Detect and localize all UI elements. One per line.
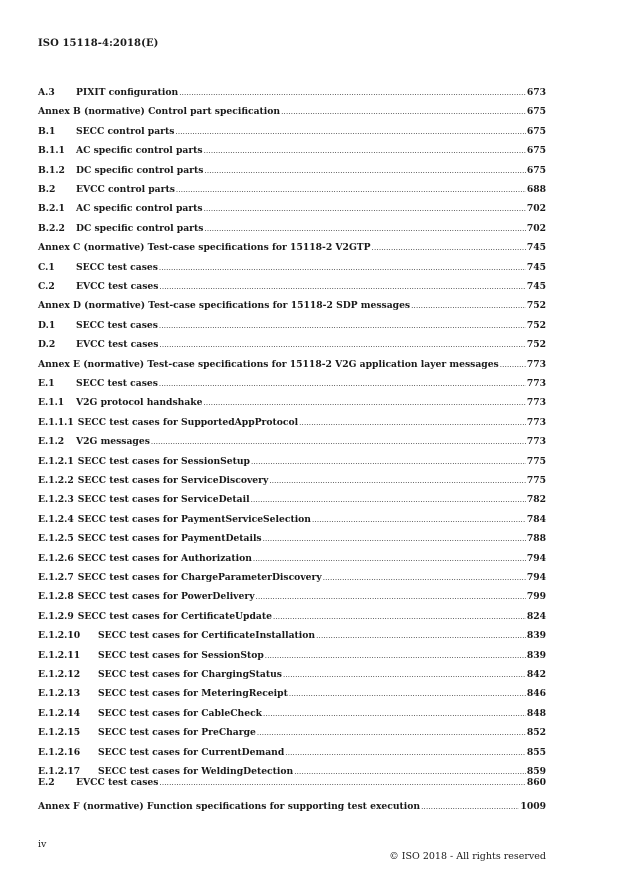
toc-entry-page: 788	[526, 533, 546, 545]
toc-entry-number: E.1.2.1	[38, 455, 74, 467]
toc-entry-number: E.1.2.5	[38, 533, 74, 545]
toc-entry-title: AC specific control parts	[76, 203, 203, 215]
page-number: iv	[38, 839, 47, 850]
toc-leader-dots	[204, 144, 526, 158]
toc-entry-title: Annex B (normative) Control part specification	[38, 106, 281, 118]
toc-entry-title: SECC control parts	[76, 125, 175, 137]
toc-leader-dots	[372, 241, 526, 255]
document-id-header: ISO 15118-4:2018(E)	[38, 38, 159, 49]
toc-leader-dots	[256, 590, 526, 604]
toc-entry-number: E.1.2.16	[38, 746, 81, 758]
toc-entry-number: B.1.1	[38, 145, 65, 157]
toc-entry-title: V2G messages	[76, 436, 150, 448]
toc-entry-page: 745	[526, 281, 546, 292]
toc-leader-dots	[299, 416, 526, 430]
toc-entry-title: EVCC test cases	[76, 281, 159, 292]
toc-entry-number: E.1.1	[38, 397, 65, 409]
toc-entry-title: SECC test cases for WeldingDetection	[98, 766, 294, 777]
toc-leader-dots	[251, 493, 526, 507]
toc-entry-title: SECC test cases for CertificateUpdate	[77, 610, 272, 622]
toc-entry-number: E.1.2.15	[38, 727, 81, 739]
toc-entry-number: E.1.1.1	[38, 416, 74, 428]
toc-entry-page: 752	[526, 339, 546, 351]
toc-entry-number: B.1	[38, 125, 56, 137]
toc-entry-page: 702	[526, 222, 546, 234]
toc-leader-dots	[204, 164, 525, 178]
toc-leader-dots	[411, 299, 526, 313]
toc-entry-number: E.1.2	[38, 436, 65, 448]
toc-entry[interactable]	[38, 455, 546, 469]
toc-entry-number: B.2	[38, 184, 56, 195]
toc-entry-title: SECC test cases for Authorization	[77, 552, 252, 564]
toc-entry-page: 702	[526, 203, 546, 215]
toc-entry-page: 773	[526, 416, 546, 428]
toc-entry-page: 794	[526, 572, 546, 583]
toc-entry-page: 842	[526, 669, 546, 680]
toc-entry-page: 675	[526, 106, 546, 118]
toc-entry-title: Annex F (normative) Function specifications for supporting test execution	[38, 801, 421, 812]
toc-entry-page: 745	[526, 242, 546, 254]
toc-entry-title: SECC test cases	[76, 378, 158, 389]
toc-leader-dots	[263, 532, 526, 546]
toc-entry-title: SECC test cases for CurrentDemand	[98, 746, 285, 758]
toc-entry-title: AC specific control parts	[76, 145, 203, 157]
toc-entry-number: E.1.2.17	[38, 766, 81, 777]
toc-entry[interactable]	[38, 202, 546, 216]
toc-entry[interactable]	[38, 222, 546, 236]
toc-entry[interactable]	[38, 358, 546, 372]
toc-entry[interactable]	[38, 261, 546, 275]
toc-leader-dots	[285, 746, 526, 760]
toc-entry-number: D.2	[38, 339, 56, 351]
toc-entry-title: SECC test cases	[76, 319, 158, 331]
toc-leader-dots	[159, 338, 525, 352]
toc-leader-dots	[159, 377, 526, 391]
toc-entry[interactable]	[38, 86, 546, 100]
toc-entry-title: Annex E (normative) Test-case specifications for 15118-2 V2G application layer messages	[38, 358, 499, 370]
toc-entry-title: SECC test cases for MeteringReceipt	[98, 688, 288, 700]
toc-entry[interactable]	[38, 610, 546, 624]
toc-entry[interactable]	[38, 493, 546, 507]
toc-entry[interactable]	[38, 241, 546, 255]
toc-entry-page: 852	[526, 727, 546, 739]
toc-entry[interactable]	[38, 474, 546, 488]
toc-entry[interactable]	[38, 746, 546, 760]
toc-entry-page: 775	[526, 455, 546, 467]
toc-leader-dots	[179, 86, 526, 100]
toc-entry-page: 824	[526, 610, 546, 622]
toc-entry-number: B.1.2	[38, 164, 65, 176]
toc-entry[interactable]	[38, 164, 546, 178]
toc-entry[interactable]	[38, 649, 546, 663]
toc-leader-dots	[421, 800, 519, 814]
toc-entry-title: SECC test cases for CableCheck	[98, 707, 263, 719]
toc-leader-dots	[204, 202, 526, 216]
toc-leader-dots	[316, 629, 526, 643]
toc-entry[interactable]	[38, 144, 546, 158]
toc-entry[interactable]	[38, 776, 546, 790]
toc-entry-number: E.1.2.11	[38, 649, 81, 661]
toc-entry[interactable]	[38, 800, 546, 814]
copyright-notice: © ISO 2018 - All rights reserved	[389, 851, 546, 862]
toc-entry-title: SECC test cases for ChargeParameterDiscovery	[77, 572, 322, 583]
toc-entry-page: 675	[526, 164, 546, 176]
toc-entry-title: SECC test cases for SessionStop	[98, 649, 264, 661]
toc-entry-number: E.1.2.7	[38, 572, 74, 583]
toc-entry-number: E.1.2.4	[38, 513, 74, 525]
toc-entry-title: EVCC control parts	[76, 184, 175, 195]
toc-entry-title: SECC test cases for PaymentDetails	[77, 533, 262, 545]
toc-leader-dots	[253, 552, 526, 566]
toc-entry-title: DC specific control parts	[76, 222, 204, 234]
toc-leader-dots	[159, 776, 525, 790]
toc-entry-number: E.1.2.8	[38, 591, 74, 603]
toc-entry[interactable]	[38, 183, 546, 197]
toc-entry[interactable]	[38, 396, 546, 410]
toc-entry-number: A.3	[38, 87, 55, 98]
toc-entry-title: Annex D (normative) Test-case specifications for 15118-2 SDP messages	[38, 300, 411, 312]
toc-entry-number: E.1.2.14	[38, 707, 81, 719]
toc-entry-page: 794	[526, 552, 546, 564]
toc-entry-title: SECC test cases for ChargingStatus	[98, 669, 282, 680]
toc-entry-number: C.2	[38, 281, 55, 292]
toc-entry[interactable]	[38, 338, 546, 352]
toc-entry-page: 773	[526, 358, 546, 370]
toc-leader-dots	[273, 610, 526, 624]
toc-entry[interactable]	[38, 552, 546, 566]
toc-entry-title: Annex C (normative) Test-case specifications for 15118-2 V2GTP	[38, 242, 371, 254]
toc-entry[interactable]	[38, 726, 546, 740]
toc-entry[interactable]	[38, 299, 546, 313]
toc-entry[interactable]	[38, 377, 546, 391]
toc-entry[interactable]	[38, 668, 546, 682]
toc-leader-dots	[204, 222, 525, 236]
toc-entry-title: SECC test cases for PowerDelivery	[77, 591, 255, 603]
toc-entry-title: V2G protocol handshake	[76, 397, 203, 409]
toc-entry-page: 752	[526, 300, 546, 312]
toc-entry[interactable]	[38, 105, 546, 119]
toc-entry-number: B.2.1	[38, 203, 65, 215]
toc-entry-number: B.2.2	[38, 222, 65, 234]
toc-entry[interactable]	[38, 707, 546, 721]
toc-entry-page: 799	[526, 591, 546, 603]
toc-entry-number: E.1.2.9	[38, 610, 74, 622]
toc-leader-dots	[323, 571, 526, 585]
toc-entry-number: E.1.2.3	[38, 494, 74, 506]
toc-entry[interactable]	[38, 590, 546, 604]
toc-entry-title: SECC test cases for ServiceDetail	[77, 494, 250, 506]
toc-entry-page: 688	[526, 184, 546, 195]
toc-entry[interactable]	[38, 532, 546, 546]
toc-entry-title: SECC test cases for PaymentServiceSelection	[77, 513, 311, 525]
toc-leader-dots	[281, 105, 526, 119]
toc-entry-page: 745	[526, 261, 546, 273]
toc-leader-dots	[265, 649, 526, 663]
toc-entry-page: 673	[526, 87, 546, 98]
toc-entry[interactable]	[38, 687, 546, 701]
toc-entry-title: PIXIT configuration	[76, 87, 179, 98]
toc-leader-dots	[289, 687, 526, 701]
toc-entry-page: 773	[526, 378, 546, 389]
toc-entry[interactable]	[38, 435, 546, 449]
toc-entry-page: 784	[526, 513, 546, 525]
toc-entry[interactable]	[38, 571, 546, 585]
toc-leader-dots	[159, 319, 526, 333]
toc-entry[interactable]	[38, 125, 546, 139]
toc-entry-page: 773	[526, 436, 546, 448]
toc-entry-title: EVCC test cases	[76, 777, 159, 788]
toc-entry-page: 675	[526, 145, 546, 157]
toc-entry[interactable]	[38, 513, 546, 527]
toc-entry-title: DC specific control parts	[76, 164, 204, 176]
toc-entry-page: 848	[526, 707, 546, 719]
toc-entry-page: 846	[526, 688, 546, 700]
toc-entry-page: 782	[526, 494, 546, 506]
toc-entry-number: E.2	[38, 777, 55, 788]
toc-leader-dots	[176, 183, 526, 197]
toc-entry-title: SECC test cases for PreCharge	[98, 727, 256, 739]
toc-entry-page: 752	[526, 319, 546, 331]
toc-entry-title: EVCC test cases	[76, 339, 159, 351]
toc-entry-page: 775	[526, 475, 546, 486]
toc-leader-dots	[151, 435, 526, 449]
toc-entry-title: SECC test cases	[76, 261, 158, 273]
toc-entry-number: E.1.2.12	[38, 669, 81, 680]
toc-entry-page: 839	[526, 630, 546, 642]
toc-entry-title: SECC test cases for SessionSetup	[77, 455, 250, 467]
toc-entry-number: D.1	[38, 319, 56, 331]
toc-entry-page: 859	[526, 766, 546, 777]
toc-leader-dots	[204, 396, 526, 410]
toc-entry-page: 773	[526, 397, 546, 409]
toc-entry-number: E.1.2.10	[38, 630, 81, 642]
toc-entry-title: SECC test cases for CertificateInstallation	[98, 630, 316, 642]
toc-entry-title: SECC test cases for ServiceDiscovery	[77, 475, 269, 486]
toc-leader-dots	[269, 474, 526, 488]
toc-entry-page: 675	[526, 125, 546, 137]
toc-entry[interactable]	[38, 416, 546, 430]
toc-entry-page: 839	[526, 649, 546, 661]
toc-entry-title: SECC test cases for SupportedAppProtocol	[77, 416, 299, 428]
toc-leader-dots	[500, 358, 526, 372]
toc-entry[interactable]	[38, 319, 546, 333]
toc-entry[interactable]	[38, 629, 546, 643]
toc-leader-dots	[263, 707, 526, 721]
toc-leader-dots	[283, 668, 526, 682]
toc-entry-page: 860	[526, 777, 546, 788]
toc-leader-dots	[251, 455, 526, 469]
toc-leader-dots	[159, 261, 526, 275]
toc-leader-dots	[159, 280, 525, 294]
toc-leader-dots	[257, 726, 526, 740]
toc-entry-number: E.1	[38, 378, 55, 389]
toc-leader-dots	[175, 125, 525, 139]
toc-entry-number: E.1.2.2	[38, 475, 74, 486]
toc-entry-page: 1009	[520, 801, 546, 812]
toc-entry-page: 855	[526, 746, 546, 758]
toc-entry-number: C.1	[38, 261, 55, 273]
toc-entry[interactable]	[38, 280, 546, 294]
toc-entry-number: E.1.2.6	[38, 552, 74, 564]
toc-entry-number: E.1.2.13	[38, 688, 81, 700]
toc-leader-dots	[312, 513, 526, 527]
